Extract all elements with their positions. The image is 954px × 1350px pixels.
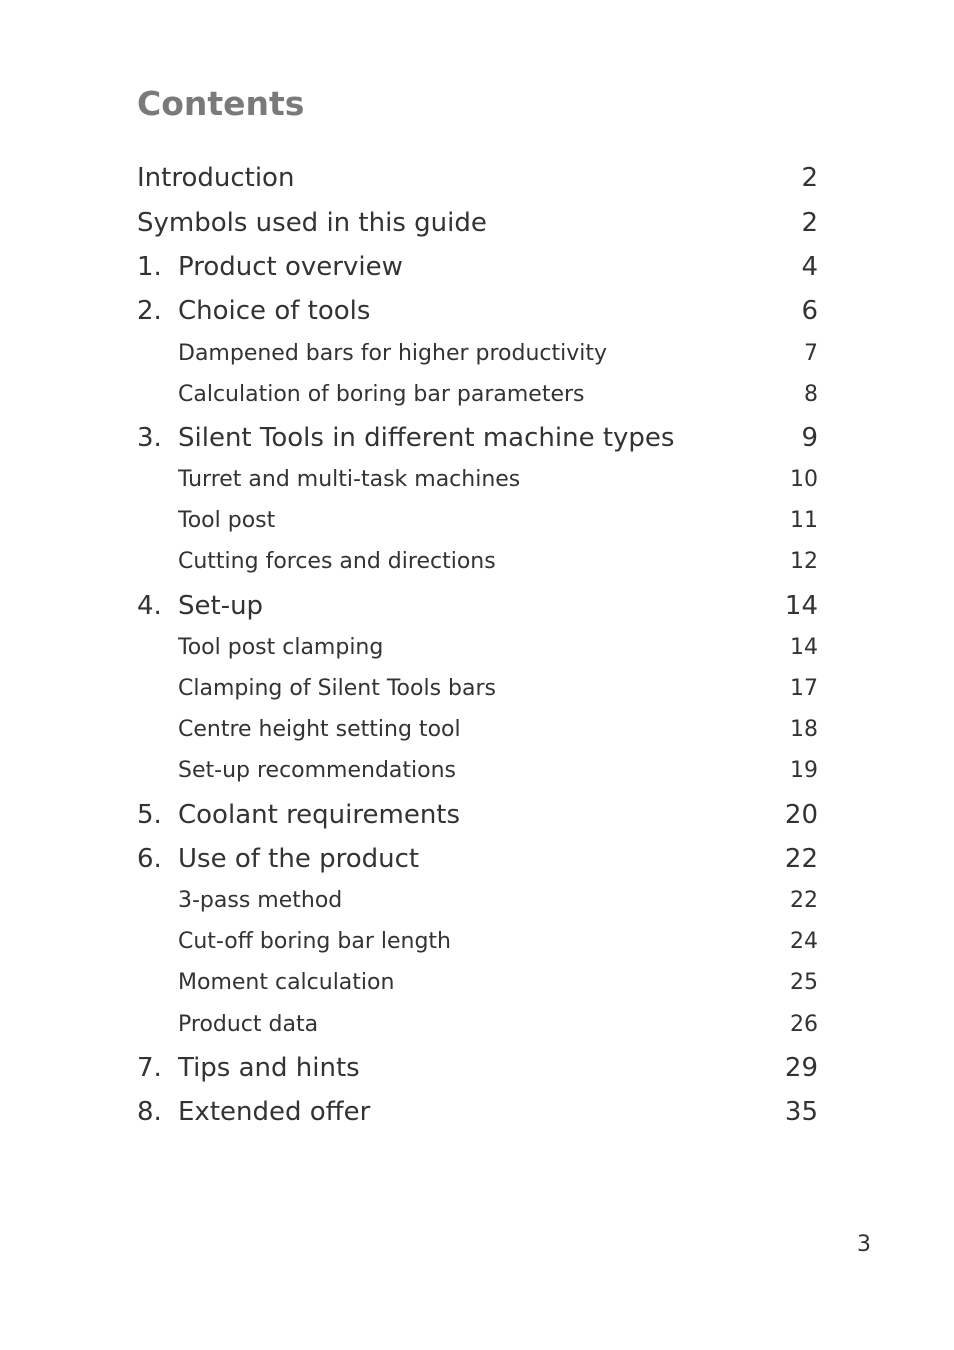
toc-entry-page: 22 [790,888,818,913]
toc-entry-page: 19 [790,758,818,783]
toc-entry [137,250,818,284]
toc-entry-label: Calculation of boring bar parameters [178,382,585,407]
toc-entry-number: 7. [137,1053,162,1083]
toc-subentry [137,506,818,536]
toc-subentry [137,968,818,998]
toc-entry-page: 14 [784,591,818,621]
toc-entry-page: 8 [804,382,818,407]
page-number: 3 [857,1232,871,1257]
toc-entry-number: 8. [137,1097,162,1127]
toc-subentry [137,1010,818,1040]
toc-entry-page: 22 [784,844,818,874]
toc-entry-label: Use of the product [178,844,420,874]
toc-entry-number: 3. [137,423,162,453]
toc-entry [137,842,818,876]
toc-entry-page: 14 [790,635,818,660]
toc-entry-label: Centre height setting tool [178,717,461,742]
toc-subentry [137,927,818,957]
toc-entry-label: Moment calculation [178,970,395,995]
toc-entry-label: 3-pass method [178,888,343,913]
toc-entry [137,294,818,328]
toc-subentry [137,886,818,916]
toc-subentry [137,339,818,369]
toc-entry-page: 9 [801,423,818,453]
toc-entry-page: 4 [801,252,818,282]
toc-entry-page: 12 [790,549,818,574]
toc-subentry [137,633,818,663]
toc-subentry [137,547,818,577]
toc-entry-label: Symbols used in this guide [137,208,487,238]
toc-entry [137,161,818,195]
toc-entry [137,1051,818,1085]
toc-subentry [137,380,818,410]
toc-entry [137,421,818,455]
toc-entry-page: 2 [801,163,818,193]
toc-entry-page: 18 [790,717,818,742]
toc-entry-label: Choice of tools [178,296,371,326]
toc-entry-page: 35 [784,1097,818,1127]
toc-entry-page: 6 [801,296,818,326]
toc-entry-page: 20 [784,800,818,830]
toc-entry-label: Silent Tools in different machine types [178,423,675,453]
toc-entry-number: 5. [137,800,162,830]
page-title: Contents [137,84,305,123]
toc-entry-label: Extended offer [178,1097,371,1127]
toc-entry-label: Cutting forces and directions [178,549,496,574]
toc-entry-page: 25 [790,970,818,995]
toc-entry-page: 10 [790,467,818,492]
toc-subentry [137,674,818,704]
toc-entry-label: Tips and hints [178,1053,360,1083]
toc-entry-label: Introduction [137,163,295,193]
toc-subentry [137,715,818,745]
toc-entry-number: 1. [137,252,162,282]
toc-entry-page: 24 [790,929,818,954]
toc-entry-number: 4. [137,591,162,621]
toc-entry-label: Cut-off boring bar length [178,929,451,954]
toc-entry-number: 6. [137,844,162,874]
toc-entry-label: Tool post [178,508,276,533]
toc-entry-page: 17 [790,676,818,701]
toc-entry-label: Set-up [178,591,264,621]
toc-entry-page: 7 [804,341,818,366]
toc-entry-number: 2. [137,296,162,326]
toc-entry-page: 2 [801,208,818,238]
toc-entry-page: 29 [784,1053,818,1083]
toc-entry-label: Product data [178,1012,319,1037]
toc-subentry [137,465,818,495]
toc-entry-page: 11 [790,508,818,533]
toc-entry-label: Coolant requirements [178,800,461,830]
toc-entry [137,798,818,832]
toc-entry [137,206,818,240]
toc-entry-page: 26 [790,1012,818,1037]
toc-entry [137,589,818,623]
toc-entry [137,1095,818,1129]
toc-entry-label: Turret and multi-task machines [178,467,521,492]
toc-entry-label: Tool post clamping [178,635,384,660]
toc-entry-label: Product overview [178,252,403,282]
toc-entry-label: Dampened bars for higher productivity [178,341,608,366]
toc-entry-label: Clamping of Silent Tools bars [178,676,496,701]
table-of-contents [137,0,818,1350]
toc-subentry [137,756,818,786]
toc-entry-label: Set-up recommendations [178,758,457,783]
